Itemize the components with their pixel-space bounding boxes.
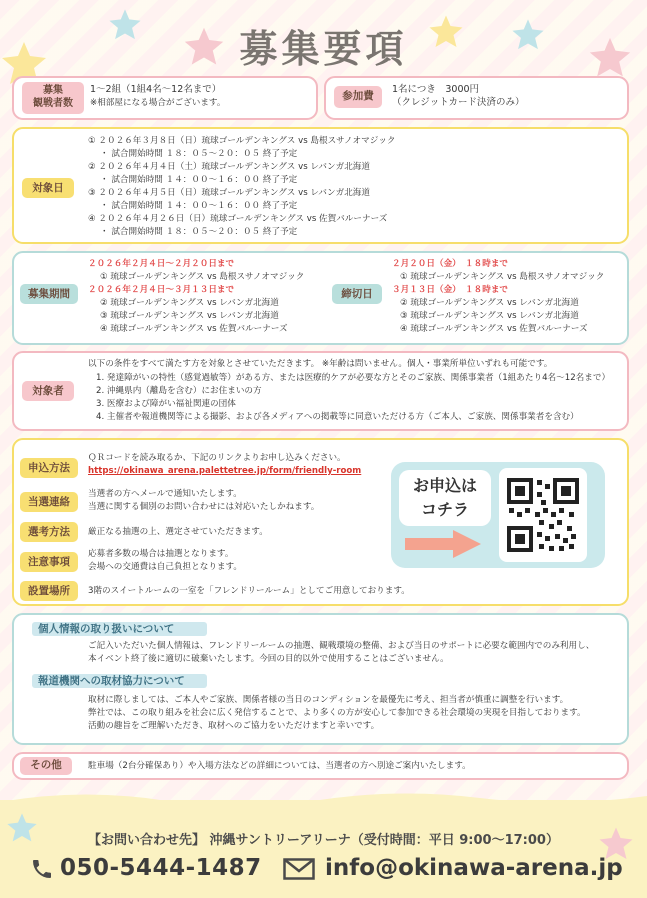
other-tag: その他 — [20, 757, 72, 775]
other-line: 駐車場（2台分確保あり）や入場方法などの詳細については、当選者の方へ別途ご案内いたします。 — [88, 761, 471, 771]
game-item: ④ ２０２６年４月２６日（日）琉球ゴールデンキングス vs 佐賀バルーナーズ — [88, 214, 388, 224]
deadline-game: ① 琉球ゴールデンキングス vs 島根スサノオマジック — [400, 272, 605, 282]
privacy-box — [12, 613, 629, 745]
apply-link[interactable]: https://okinawa_arena.palettetree.jp/form/friendly-room — [88, 466, 362, 476]
fee-note: （クレジットカード決済のみ） — [392, 97, 525, 108]
other-box — [12, 752, 629, 780]
target-condition: 3. 医療および障がい福祉関連の団体 — [96, 399, 236, 409]
qr-card[interactable] — [391, 462, 605, 568]
privacy-heading: 個人情報の取り扱いについて — [32, 622, 207, 636]
method-tag: 申込方法 — [20, 458, 78, 478]
target-box — [12, 351, 629, 431]
email-address[interactable]: info@okinawa-arena.jp — [325, 855, 623, 881]
phone-number[interactable]: 050-5444-1487 — [60, 855, 262, 881]
method-line: ＱＲコードを読み取るか、下記のリンクよりお申し込みください。 — [88, 453, 346, 463]
fee-box — [324, 76, 629, 120]
venue-line: 3階のスイートルームの一室を「フレンドリールーム」としてご用意しております。 — [88, 586, 410, 596]
period-tag: 募集期間 — [20, 284, 78, 304]
capacity-note: ※相部屋になる場合がございます。 — [90, 98, 226, 108]
apply-label-line: お申込は — [412, 476, 477, 495]
fee-tag: 参加費 — [334, 86, 382, 108]
game-item: ② ２０２６年４月４日（土）琉球ゴールデンキングス vs レバンガ北海道 — [88, 162, 370, 172]
press-line: 活動の趣旨をご理解いただき、取材へのご協力をいただけますと幸いです。 — [88, 721, 380, 731]
page-title: 募集要項 — [239, 27, 408, 71]
target-tag: 対象者 — [22, 381, 74, 401]
notice-line: 当選に関する個別のお問い合わせには対応いたしかねます。 — [88, 502, 320, 512]
fee-line: 1名につき 3000円 — [392, 84, 480, 95]
press-line: 弊社では、この取り組みを社会に広く発信することで、より多くの方が安心して参加できる社会環境の実現を目指しております。 — [88, 708, 586, 718]
target-condition: 4. 主催者や報道機関等による撮影、および各メディアへの掲載等に同意いただける方（ご本人、ご家族、関係事業者を含む） — [96, 412, 579, 422]
venue-tag: 設置場所 — [20, 581, 78, 601]
apply-here-label — [399, 470, 491, 526]
period-game: ④ 琉球ゴールデンキングス vs 佐賀バルーナーズ — [100, 324, 288, 334]
capacity-tag: 募集 観戦者数 — [22, 82, 84, 114]
game-time: ・ 試合開始時間 １８：０５～２０：０５ 終了予定 — [100, 149, 298, 159]
press-heading: 報道機関への取材協力について — [32, 674, 207, 688]
capacity-line: 1～2組（1組4名～12名まで） — [90, 84, 222, 95]
game-item: ③ ２０２６年４月５日（日）琉球ゴールデンキングス vs レバンガ北海道 — [88, 188, 370, 198]
caution-tag: 注意事項 — [20, 552, 78, 572]
deadline-date: ３月１３日（金） １８時まで — [392, 285, 509, 295]
deadline-game: ② 琉球ゴールデンキングス vs レバンガ北海道 — [400, 298, 579, 308]
mail-icon — [283, 858, 315, 880]
capacity-box — [12, 76, 318, 120]
phone-icon — [30, 856, 54, 882]
select-tag: 選考方法 — [20, 522, 78, 542]
caution-line: 応募者多数の場合は抽選となります。 — [88, 549, 234, 559]
notice-tag: 当選連絡 — [20, 492, 78, 512]
game-time: ・ 試合開始時間 １４：００～１６：００ 終了予定 — [100, 201, 298, 211]
footer — [0, 800, 647, 898]
apply-label-line: コチラ — [420, 500, 469, 519]
period-game: ② 琉球ゴールデンキングス vs レバンガ北海道 — [100, 298, 279, 308]
target-condition: 2. 沖縄県内（離島を含む）にお住まいの方 — [96, 386, 262, 396]
target-intro: 以下の条件をすべて満たす方を対象とさせていただきます。 ※年齢は問いません。個人・事業所単位いずれも可能です。 — [88, 359, 553, 369]
press-line: 取材に際しましては、ご本人やご家族、関係者様の当日のコンディションを最優先に考え、担当者が慎重に調整を行います。 — [88, 695, 569, 705]
qr-code-icon[interactable] — [499, 468, 587, 562]
period-range: ２０２６年２月４日～２月２０日まで — [88, 259, 235, 269]
period-game: ③ 琉球ゴールデンキングス vs レバンガ北海道 — [100, 311, 279, 321]
caution-line: 会場への交通費は自己負担となります。 — [88, 562, 243, 572]
deadline-game: ③ 琉球ゴールデンキングス vs レバンガ北海道 — [400, 311, 579, 321]
target-condition: 1. 発達障がいの特性（感覚過敏等）がある方、または医療的ケアが必要な方とそのご家族、関係事業者（1組あたり4名～12名まで） — [96, 373, 611, 383]
select-line: 厳正なる抽選の上、選定させていただきます。 — [88, 527, 268, 537]
deadline-date: ２月２０日（金） １８時まで — [392, 259, 509, 269]
period-game: ① 琉球ゴールデンキングス vs 島根スサノオマジック — [100, 272, 305, 282]
period-range: ２０２６年２月４日～３月１３日まで — [88, 285, 235, 295]
games-tag: 対象日 — [22, 178, 74, 198]
period-box — [12, 251, 629, 345]
deadline-tag: 締切日 — [332, 284, 382, 304]
privacy-line: 本イベント終了後に適切に破棄いたします。今回の目的以外で使用することはございません。 — [88, 654, 449, 664]
game-time: ・ 試合開始時間 １８：０５～２０：０５ 終了予定 — [100, 227, 298, 237]
games-box — [12, 127, 629, 244]
contact-heading: 【お問い合わせ先】 沖縄サントリーアリーナ（受付時間：平日 9:00～17:00） — [88, 833, 559, 848]
notice-line: 当選者の方へメールで通知いたします。 — [88, 489, 242, 499]
game-item: ① ２０２６年３月８日（日）琉球ゴールデンキングス vs 島根スサノオマジック — [88, 136, 396, 146]
game-time: ・ 試合開始時間 １４：００～１６：００ 終了予定 — [100, 175, 298, 185]
deadline-game: ④ 琉球ゴールデンキングス vs 佐賀バルーナーズ — [400, 324, 588, 334]
privacy-line: ご記入いただいた個人情報は、フレンドリールームの抽選、観戦環境の整備、および当日のサポートに必要な範囲内でのみ利用し、 — [88, 641, 595, 651]
arrow-right-icon — [405, 530, 481, 558]
